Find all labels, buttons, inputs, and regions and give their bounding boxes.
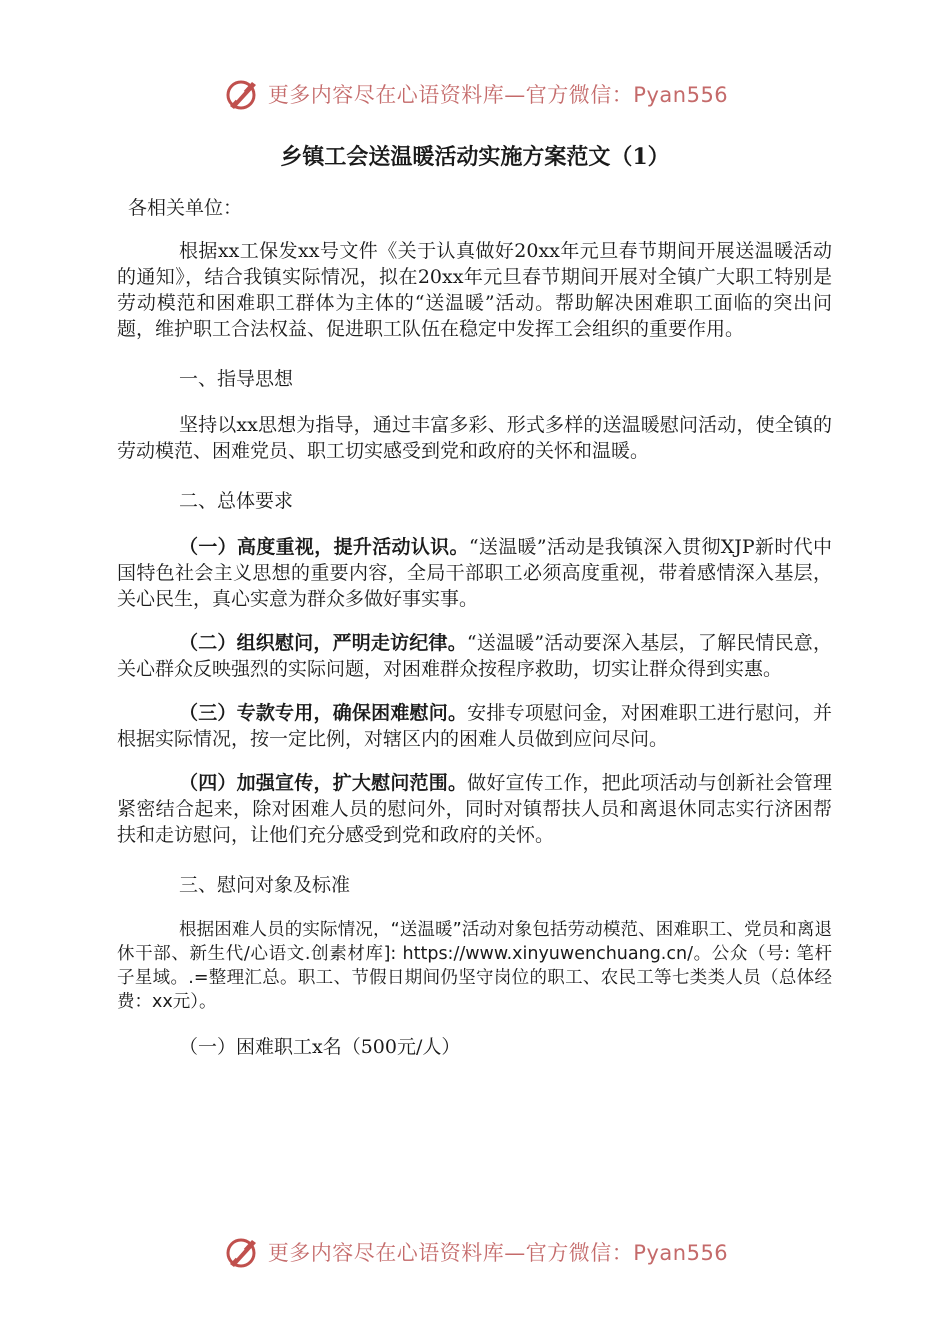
requirement-item-4 [117, 770, 832, 848]
pen-logo-icon [222, 1232, 262, 1272]
header-watermark [0, 70, 950, 118]
requirement-item-3-text: 安排专项慰问金，对困难职工进行慰问，并根据实际情况，按一定比例，对辖区内的困难人员做到应问尽问。 [117, 702, 832, 750]
requirement-item-2 [117, 630, 832, 682]
header-watermark-text: 更多内容尽在心语资料库—官方微信：Pyan556 [267, 83, 729, 107]
requirement-item-1-text: “送温暖”活动是我镇深入贯彻XJP新时代中国特色社会主义思想的重要内容，全局干部职工必须高度重视，带着感情深入基层，关心民生，真心实意为群众多做好事实事。 [117, 536, 832, 610]
requirement-item-3 [117, 700, 832, 752]
salutation: 各相关单位： [128, 197, 243, 219]
section-heading-general-requirements: 二、总体要求 [179, 490, 294, 512]
guiding-ideology-paragraph: 坚持以xx思想为指导，通过丰富多彩、形式多样的送温暖慰问活动，使全镇的劳动模范、困难党员、职工切实感受到党和政府的关怀和温暖。 [117, 414, 832, 462]
document-title: 乡镇工会送温暖活动实施方案范文（1） [280, 144, 670, 170]
requirement-item-2-lead: （二）组织慰问，严明走访纪律。 [179, 632, 467, 654]
document-body [117, 238, 832, 1060]
section-heading-guiding-ideology: 一、指导思想 [179, 368, 294, 390]
footer-watermark [0, 1228, 950, 1276]
requirement-item-4-lead: （四）加强宣传，扩大慰问范围。 [179, 772, 468, 794]
recipients-paragraph: 根据困难人员的实际情况，“送温暖”活动对象包括劳动模范、困难职工、党员和离退休干部、新生代/心语文.创素材库]: https://www.xinyuwenchuang.cn/。公众（号: 笔杆子星域。.=整理汇总。职工、节假日期间仍坚守岗位的职工、农民工等七类类人员（总体经费：xx元）。 [117, 920, 832, 1012]
requirement-item-2-text: “送温暖”活动要深入基层，了解民情民意，关心群众反映强烈的实际问题，对困难群众按程序救助，切实让群众得到实惠。 [117, 632, 832, 680]
requirement-item-4-text: 做好宣传工作，把此项活动与创新社会管理紧密结合起来，除对困难人员的慰问外，同时对镇帮扶人员和离退休同志实行济困帮扶和走访慰问，让他们充分感受到党和政府的关怀。 [117, 772, 832, 846]
intro-paragraph: 根据xx工保发xx号文件《关于认真做好20xx年元旦春节期间开展送温暖活动的通知》，结合我镇实际情况，拟在20xx年元旦春节期间开展对全镇广大职工特别是劳动模范和困难职工群体为主体的“送温暖”活动。帮助解决困难职工面临的突出问题，维护职工合法权益、促进职工队伍在稳定中发挥工会组织的重要作用。 [117, 240, 832, 340]
section-heading-recipients-and-standards: 三、慰问对象及标准 [179, 874, 351, 896]
recipient-item-1: （一）困难职工x名（500元/人） [179, 1036, 461, 1058]
footer-watermark-text: 更多内容尽在心语资料库—官方微信：Pyan556 [267, 1241, 729, 1265]
pen-logo-icon [222, 74, 262, 114]
requirement-item-1-lead: （一）高度重视，提升活动认识。 [179, 536, 469, 558]
requirement-item-3-lead: （三）专款专用，确保困难慰问。 [179, 702, 468, 724]
requirement-item-1 [117, 534, 832, 612]
